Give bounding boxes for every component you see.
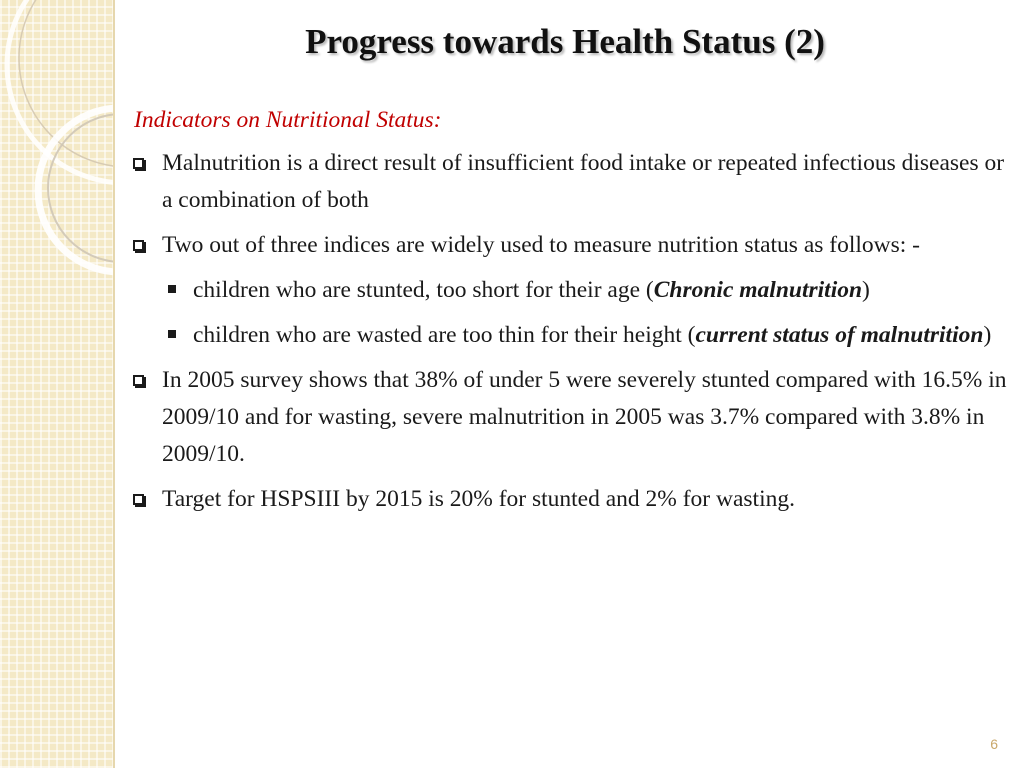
square-bullet-icon [168, 285, 176, 293]
sub-bullet-item [131, 272, 1011, 309]
bullet-text: Target for HSPSIII by 2015 is 20% for stunted and 2% for wasting. [162, 486, 795, 512]
checkbox-bullet-icon [133, 240, 144, 251]
checkbox-bullet-icon [133, 158, 144, 169]
sub-bullet-tail: ) [983, 322, 992, 348]
slide-content [131, 102, 1011, 526]
sub-bullet-item [131, 317, 1011, 354]
square-bullet-icon [168, 330, 176, 338]
bullet-text: In 2005 survey shows that 38% of under 5 were severely stunted compared with 16.5% in 2009/10 and for wasting, severe malnutrition in 2005 was 3.7% compared with 3.8% in 2009/10. [162, 367, 1007, 467]
sub-bullet-emphasis: Chronic malnutrition [653, 277, 863, 303]
decorative-side-panel [0, 0, 115, 768]
bullet-text: Two out of three indices are widely used to measure nutrition status as follows: - [162, 232, 921, 258]
subheading: Indicators on Nutritional Status: [134, 107, 442, 133]
slide-title: Progress towards Health Status (2) [305, 22, 825, 61]
sub-bullet-text: children who are wasted are too thin for their height ( [193, 322, 696, 348]
page-number: 6 [990, 736, 998, 752]
sub-bullet-emphasis: current status of malnutrition [695, 322, 984, 348]
checkbox-bullet-icon [133, 375, 144, 386]
sub-bullet-text: children who are stunted, too short for their age ( [193, 277, 654, 303]
sub-bullet-tail: ) [862, 277, 870, 303]
decorative-circles [0, 0, 113, 768]
checkbox-bullet-icon [133, 494, 144, 505]
bullet-item [131, 481, 1011, 518]
bullet-item [131, 227, 1011, 264]
bullet-text: Malnutrition is a direct result of insufficient food intake or repeated infectious diseases or a combination of both [162, 150, 1005, 213]
bullet-item [131, 362, 1011, 473]
bullet-item [131, 145, 1011, 219]
